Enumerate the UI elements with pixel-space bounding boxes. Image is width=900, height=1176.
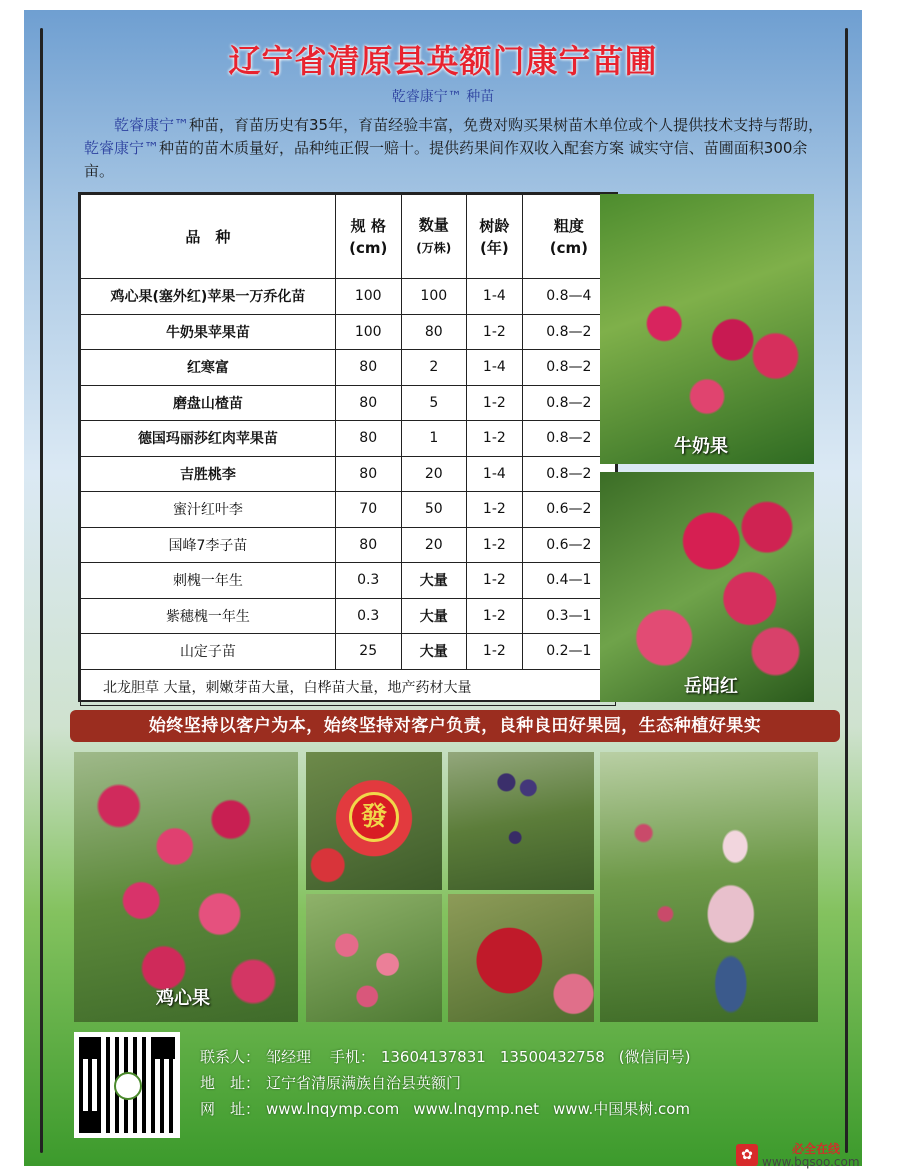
header-qty: 数量 (万株) bbox=[401, 195, 466, 279]
contact-row: 联系人： 邹经理 手机： 13604137831 13500432758 (微信同号) bbox=[200, 1048, 691, 1066]
address-row: 地 址： 辽宁省清原满族自治县英额门 bbox=[200, 1074, 462, 1092]
table-row: 牛奶果苹果苗 100 80 1-2 0.8—2 bbox=[81, 314, 616, 350]
blossom-apples-photo bbox=[306, 894, 442, 1022]
website-link-3[interactable]: www.中国果树.com bbox=[553, 1100, 691, 1118]
brochure-page bbox=[24, 10, 862, 1166]
jixin-apple-caption: 鸡心果 bbox=[156, 988, 210, 1009]
orchard-picking-photo bbox=[600, 752, 818, 1022]
website-link-1[interactable]: www.lnqymp.com bbox=[266, 1100, 400, 1118]
table-header-row bbox=[81, 195, 616, 279]
qr-logo-icon bbox=[114, 1072, 142, 1100]
header-variety: 品 种 bbox=[81, 195, 336, 279]
qr-code[interactable] bbox=[74, 1032, 180, 1138]
jixin-apple-photo bbox=[74, 752, 298, 1022]
website-row: 网 址： www.lnqymp.com www.lnqymp.net www.中国果树.com bbox=[200, 1100, 691, 1118]
table-row: 吉胜桃李 80 20 1-4 0.8—2 bbox=[81, 456, 616, 492]
seedling-table bbox=[78, 192, 618, 702]
table-row: 红寒富 80 2 1-4 0.8—2 bbox=[81, 350, 616, 386]
milk-apple-caption: 牛奶果 bbox=[674, 436, 728, 457]
table-row: 德国玛丽莎红肉苹果苗 80 1 1-2 0.8—2 bbox=[81, 421, 616, 457]
table-row: 山定子苗 25 大量 1-2 0.2—1 bbox=[81, 634, 616, 670]
milk-apple-photo bbox=[600, 194, 814, 464]
red-apple-closeup-photo bbox=[448, 894, 594, 1022]
table-row: 国峰7李子苗 80 20 1-2 0.6—2 bbox=[81, 527, 616, 563]
watermark-logo-icon: ✿ bbox=[736, 1144, 758, 1166]
contact-block bbox=[200, 1044, 820, 1122]
yueyang-red-photo bbox=[600, 472, 814, 702]
phone-1[interactable]: 13604137831 bbox=[380, 1048, 486, 1066]
site-watermark: ✿ 必全在线 www.bqsoo.com bbox=[736, 1140, 896, 1172]
left-border-line bbox=[40, 28, 43, 1153]
wechat-note: (微信同号) bbox=[618, 1048, 691, 1066]
table-note: 北龙胆草 大量，刺嫩芽苗大量，白桦苗大量，地产药材大量 bbox=[81, 669, 616, 705]
page-subtitle: 乾睿康宁™ 种苗 bbox=[391, 89, 495, 105]
intro-paragraph bbox=[84, 114, 824, 183]
intro-brand-1: 乾睿康宁™ bbox=[114, 116, 190, 134]
slogan-banner: 始终坚持以客户为本，始终坚持对客户负责，良种良田好果园，生态种植好果实 bbox=[70, 710, 840, 742]
page-title: 辽宁省清原县英额门康宁苗圃 bbox=[228, 42, 658, 80]
plum-tree-photo bbox=[448, 752, 594, 890]
fortune-apple-photo bbox=[306, 752, 442, 890]
header-age: 树龄 (年) bbox=[467, 195, 523, 279]
intro-text-2: 种苗的苗木质量好，品种纯正假一赔十。提供药果间作双收入配套方案 诚实守信、苗圃面积300余亩。 bbox=[84, 139, 808, 180]
header-thickness: 粗度 (cm) bbox=[522, 195, 615, 279]
phone-2[interactable]: 13500432758 bbox=[499, 1048, 605, 1066]
intro-text-1: 种苗，育苗历史有35年，育苗经验丰富，免费对购买果树苗木单位或个人提供技术支持与帮助， bbox=[189, 116, 824, 134]
website-link-2[interactable]: www.lnqymp.net bbox=[413, 1100, 540, 1118]
intro-brand-2: 乾睿康宁™ bbox=[84, 139, 160, 157]
address-text: 辽宁省清原满族自治县英额门 bbox=[266, 1074, 462, 1092]
right-border-line bbox=[845, 28, 848, 1153]
table-row: 紫穗槐一年生 0.3 大量 1-2 0.3—1 bbox=[81, 598, 616, 634]
header-spec: 规 格 (cm) bbox=[335, 195, 401, 279]
table-row: 蜜汁红叶李 70 50 1-2 0.6—2 bbox=[81, 492, 616, 528]
table-row: 磨盘山楂苗 80 5 1-2 0.8—2 bbox=[81, 385, 616, 421]
contact-name: 邹经理 bbox=[266, 1048, 312, 1066]
table-row: 鸡心果(塞外红)苹果一万乔化苗 100 100 1-4 0.8—4 bbox=[81, 279, 616, 315]
table-note-row bbox=[81, 669, 616, 705]
yueyang-red-caption: 岳阳红 bbox=[684, 676, 738, 697]
table-row: 刺槐一年生 0.3 大量 1-2 0.4—1 bbox=[81, 563, 616, 599]
fortune-seal: 發 bbox=[349, 792, 399, 842]
